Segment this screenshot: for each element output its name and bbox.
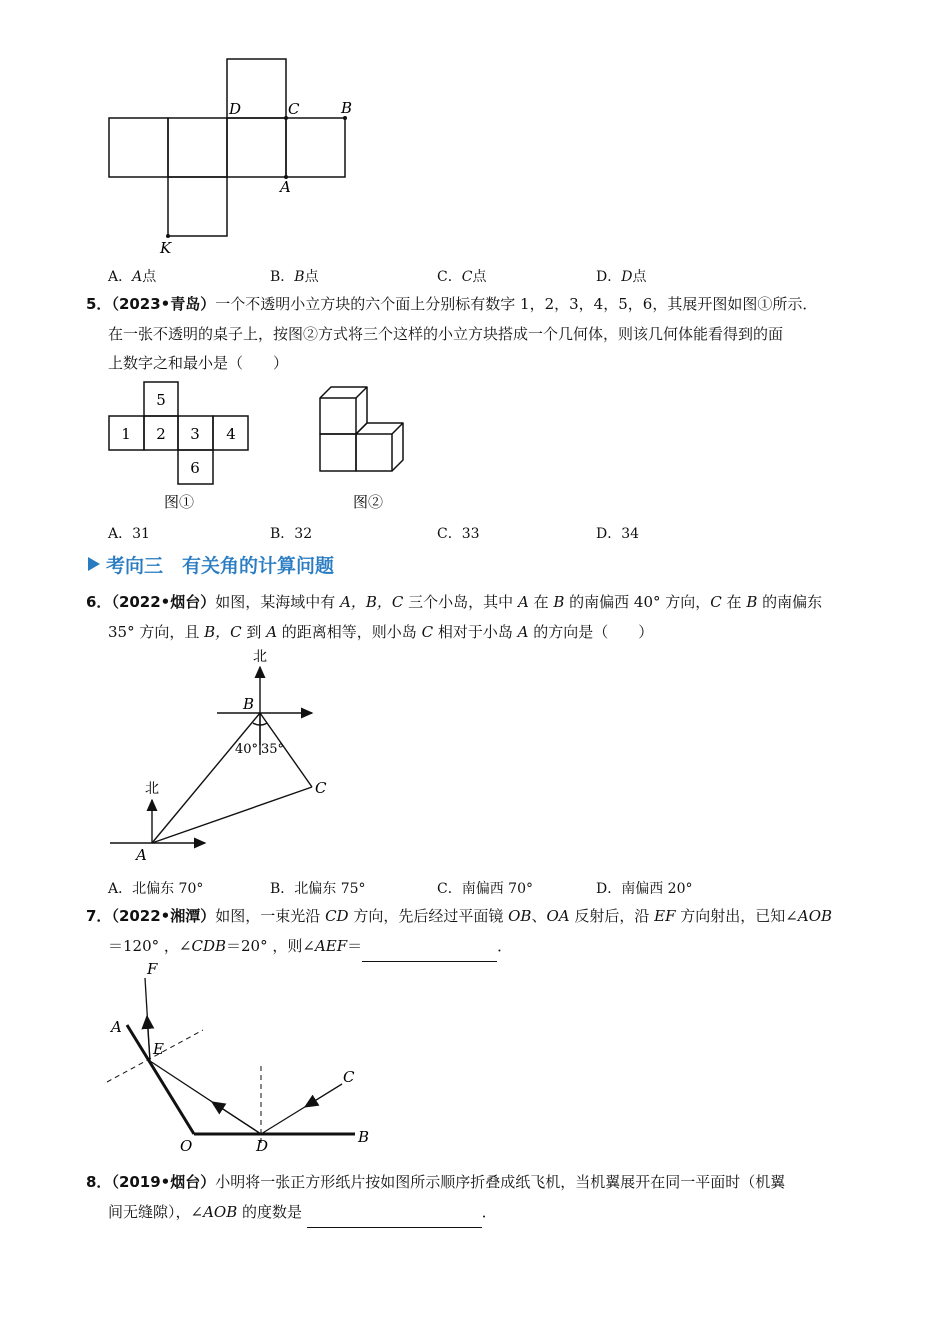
- q4-option-d[interactable]: D．D点: [596, 269, 647, 285]
- label-A: A: [280, 178, 291, 196]
- q6-option-c[interactable]: C．南偏西 70°: [437, 881, 533, 897]
- q6-number: 6．: [86, 593, 112, 611]
- point-c-label-q7: C: [343, 1068, 355, 1086]
- net-number-5: 5: [156, 391, 166, 409]
- q5-option-b[interactable]: B．32: [270, 526, 313, 542]
- north-label-a: 北: [145, 781, 159, 797]
- q7-line-1: 7．（2022•湘潭）如图，一束光沿 CD 方向，先后经过平面镜 OB、OA 反射后，沿 EF 方向射出，已知∠AOB: [86, 907, 833, 925]
- point-a-label-q7: A: [111, 1018, 122, 1036]
- q8-number: 8．: [86, 1173, 112, 1191]
- q5-line-1: 5．（2023•青岛）一个不透明小立方块的六个面上分别标有数字 1，2，3，4，5，6，其展开图如图①所示．: [86, 295, 818, 313]
- q6-line-1: 6．（2022•烟台）如图，某海域中有 A，B，C 三个小岛，其中 A 在 B 的南偏西 40° 方向，C 在 B 的南偏东: [86, 593, 823, 611]
- section-title: 考向三 有关角的计算问题: [106, 554, 335, 577]
- q6-option-a[interactable]: A．北偏东 70°: [108, 881, 204, 897]
- q6-line-2: 35° 方向，且 B，C 到 A 的距离相等，则小岛 C 相对于小岛 A 的方向是（ ）: [108, 623, 654, 641]
- net-number-2: 2: [156, 425, 166, 443]
- point-b-label-q7: B: [358, 1128, 370, 1146]
- q4-cube-net-figure: [100, 50, 370, 260]
- q8-answer-blank[interactable]: [307, 1209, 482, 1228]
- q6-option-b[interactable]: B．北偏东 75°: [270, 881, 366, 897]
- q7-line-2: ＝120° ，∠CDB＝20° ，则∠AEF＝ ．: [108, 930, 512, 962]
- q5-option-a[interactable]: A．31: [108, 526, 150, 542]
- point-o-label: O: [180, 1137, 193, 1153]
- point-a-label: A: [136, 846, 147, 864]
- net-number-3: 3: [190, 425, 200, 443]
- q6-island-figure: [100, 645, 360, 870]
- point-b-label: B: [243, 695, 255, 713]
- label-K: K: [160, 239, 172, 257]
- label-D: D: [229, 100, 242, 118]
- q7-number: 7．: [86, 907, 112, 925]
- north-label-b: 北: [253, 649, 267, 665]
- q5-figure-2-cubes: [310, 378, 420, 513]
- q5-number: 5．: [86, 295, 112, 313]
- point-f-label: F: [147, 960, 158, 978]
- label-B: B: [341, 99, 353, 117]
- point-e-label: E: [153, 1040, 164, 1058]
- q4-option-b[interactable]: B．B点: [270, 269, 319, 285]
- net-number-1: 1: [121, 425, 131, 443]
- q5-line-2: 在一张不透明的桌子上，按图②方式将三个这样的小立方块搭成一个几何体，则该几何体能看得到的面: [108, 325, 784, 343]
- q7-source: （2022•湘潭）: [111, 907, 216, 925]
- q5-line-3: 上数字之和最小是（ ）: [108, 354, 289, 372]
- q6-source: （2022•烟台）: [111, 593, 216, 611]
- q8-source: （2019•烟台）: [111, 1173, 216, 1191]
- net-number-4: 4: [226, 425, 236, 443]
- section-header: [88, 550, 334, 578]
- q5-fig2-caption: 图②: [352, 493, 384, 511]
- point-c-label: C: [315, 779, 327, 797]
- label-C: C: [288, 100, 300, 118]
- q8-line-1: 8．（2019•烟台）小明将一张正方形纸片按如图所示顺序折叠成纸飞机，当机翼展开在同一平面时（机翼: [86, 1173, 786, 1191]
- q5-figure-1-net: [104, 378, 254, 513]
- q5-option-d[interactable]: D．34: [596, 526, 640, 542]
- q8-line-2: 间无缝隙），∠AOB 的度数是 ．: [108, 1196, 497, 1228]
- q5-fig1-caption: 图①: [163, 493, 195, 511]
- q4-option-a[interactable]: A．A点: [108, 269, 157, 285]
- angle-40-label: 40°: [235, 742, 259, 757]
- q4-option-c[interactable]: C．C点: [437, 269, 487, 285]
- q7-mirror-figure: [100, 958, 390, 1153]
- point-d-label: D: [256, 1137, 269, 1153]
- q5-option-c[interactable]: C．33: [437, 526, 480, 542]
- q6-option-d[interactable]: D．南偏西 20°: [596, 881, 693, 897]
- net-number-6: 6: [190, 459, 200, 477]
- triangle-marker-icon: [88, 557, 100, 571]
- angle-35-label: 35°: [261, 742, 285, 757]
- q5-source: （2023•青岛）: [111, 295, 216, 313]
